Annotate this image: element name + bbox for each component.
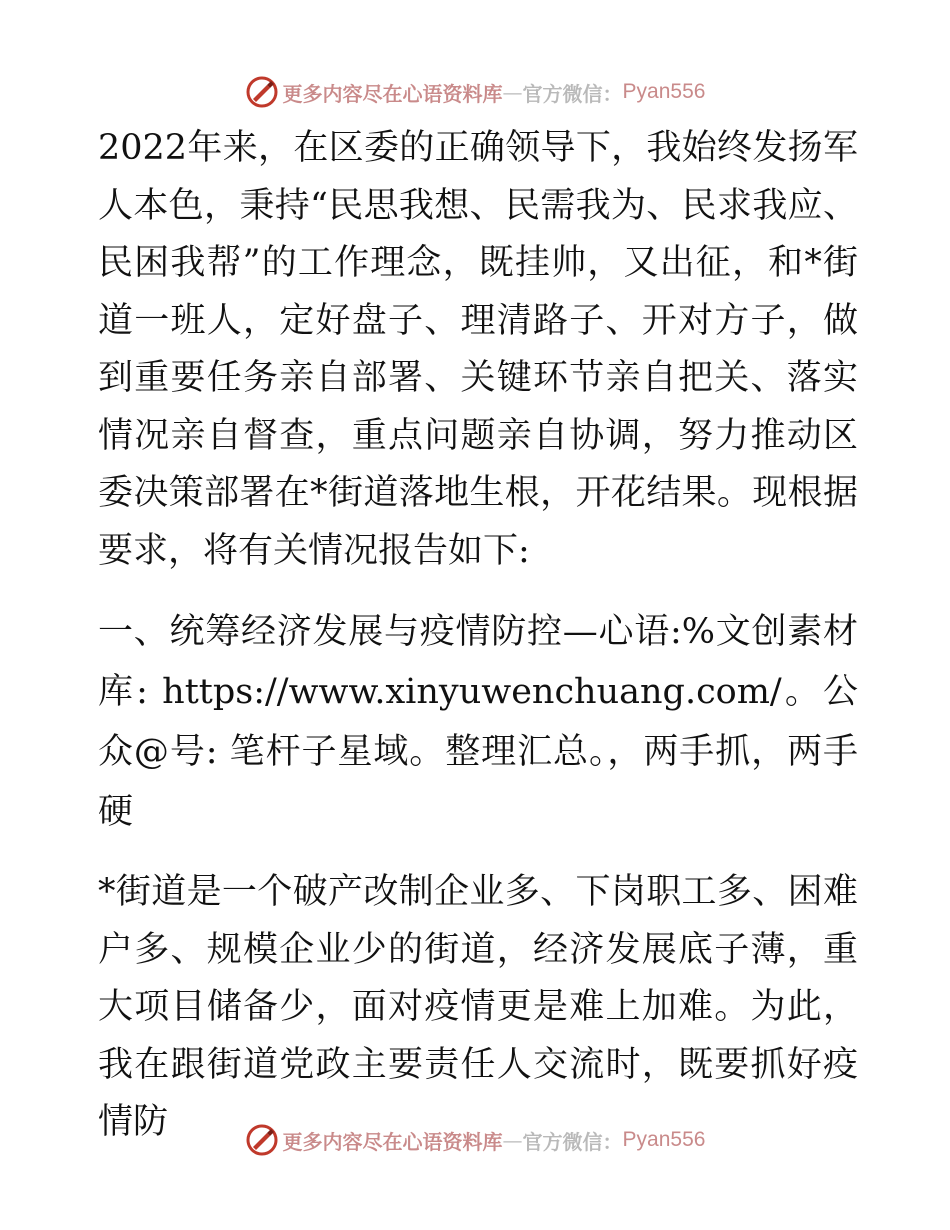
brand-logo-icon: [245, 1123, 279, 1157]
watermark-separator: —: [502, 80, 523, 104]
brand-logo-icon: [245, 75, 279, 109]
watermark-wechat-id: Pyan556: [622, 1128, 706, 1151]
watermark-wechat-label: 官方微信：: [522, 81, 623, 106]
watermark-wechat-id: Pyan556: [622, 80, 706, 103]
watermark-site-text: 更多内容尽在心语资料库: [282, 81, 503, 106]
footer-watermark: [0, 1120, 950, 1160]
section-heading: 一、统筹经济发展与疫情防控—心语:%文创素材库: https://www.xinyuwenchuang.com/。公众@号: 笔杆子星域。整理汇总。，两手抓，两手硬: [98, 612, 858, 832]
document-body: [98, 120, 858, 1152]
watermark-site-text: 更多内容尽在心语资料库: [282, 1129, 503, 1154]
watermark-separator: —: [502, 1128, 523, 1152]
body-paragraph: *街道是一个破产改制企业多、下岗职工多、困难户多、规模企业少的街道，经济发展底子薄，重大项目储备少，面对疫情更是难上加难。为此，我在跟街道党政主要责任人交流时，既要抓好疫情防: [98, 872, 858, 1142]
watermark-wechat-label: 官方微信：: [522, 1129, 623, 1154]
header-watermark: [0, 72, 950, 112]
body-paragraph: 2022年来，在区委的正确领导下，我始终发扬军人本色，秉持“民思我想、民需我为、民求我应、民困我帮”的工作理念，既挂帅，又出征，和*街道一班人，定好盘子、理清路子、开对方子，做到重要任务亲自部署、关键环节亲自把关、落实情况亲自督查，重点问题亲自协调，努力推动区委决策部署在*街道落地生根，开花结果。现根据要求，将有关情况报告如下:: [98, 128, 858, 571]
